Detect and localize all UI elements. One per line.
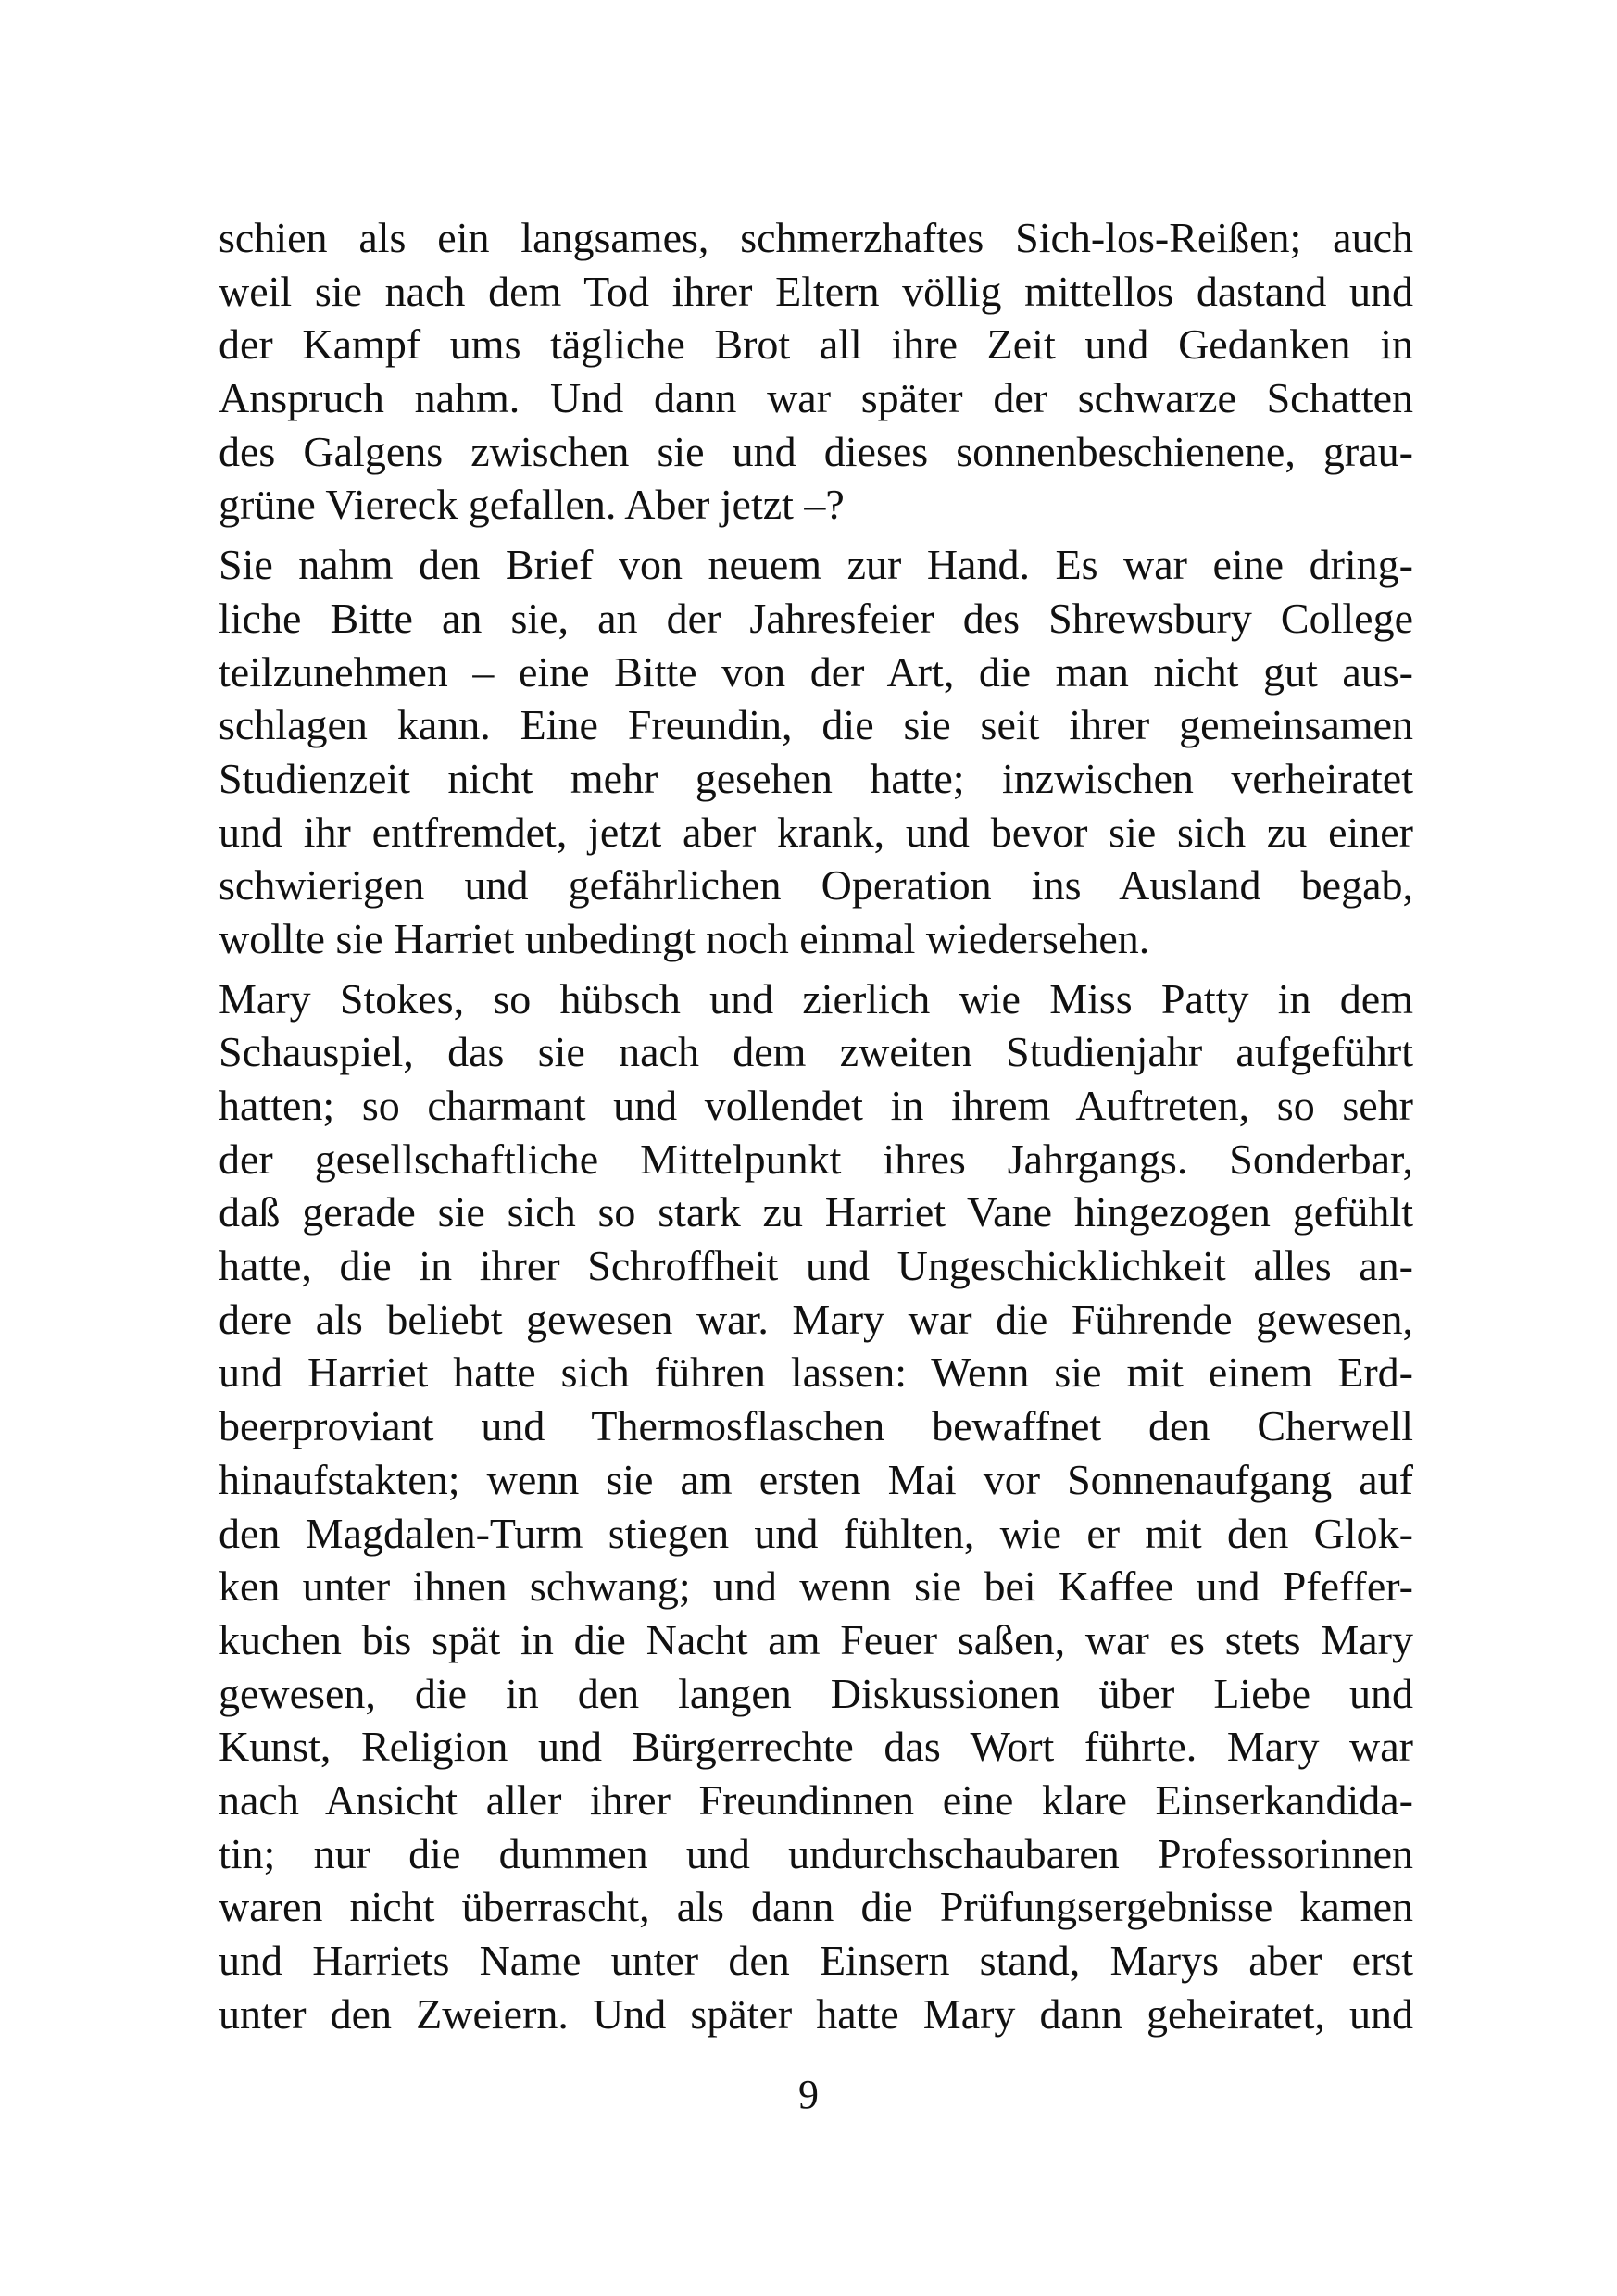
body-text <box>219 211 1413 2040</box>
text-line: der Kampf ums tägliche Brot all ihre Zeit und Gedanken in <box>219 320 1413 369</box>
text-line: und Harriets Name unter den Einsern stand, Marys aber erst <box>219 1937 1413 1984</box>
text-line: liche Bitte an sie, an der Jahresfeier des Shrewsbury College <box>219 594 1413 642</box>
text-line: beerproviant und Thermosflaschen bewaffnet den Cherwell <box>219 1402 1413 1450</box>
text-line: dere als beliebt gewesen war. Mary war die Führende gewesen, <box>219 1295 1413 1343</box>
paragraph-first-line: Sie nahm den Brief von neuem zur Hand. Es war eine dring- <box>219 541 1413 589</box>
text-line: kuchen bis spät in die Nacht am Feuer saßen, war es stets Mary <box>219 1615 1413 1663</box>
text-line: und Harriet hatte sich führen lassen: Wenn sie mit einem Erd- <box>219 1349 1413 1397</box>
text-line: hatte, die in ihrer Schroffheit und Ungeschicklichkeit alles an- <box>219 1242 1413 1290</box>
text-line: Anspruch nahm. Und dann war später der schwarze Schatten <box>219 374 1413 422</box>
text-line: daß gerade sie sich so stark zu Harriet Vane hingezogen gefühlt <box>219 1188 1413 1236</box>
text-line: wollte sie Harriet unbedingt noch einmal wiedersehen. <box>219 914 1150 962</box>
text-line: nach Ansicht aller ihrer Freundinnen eine klare Einserkandida- <box>219 1775 1413 1824</box>
text-line: teilzunehmen – eine Bitte von der Art, die man nicht gut aus- <box>219 647 1413 696</box>
text-line: und ihr entfremdet, jetzt aber krank, und bevor sie sich zu einer <box>219 808 1413 856</box>
text-line: Studienzeit nicht mehr gesehen hatte; inzwischen verheiratet <box>219 754 1413 802</box>
text-line: grüne Viereck gefallen. Aber jetzt –? <box>219 481 845 529</box>
text-line: unter den Zweiern. Und später hatte Mary dann geheiratet, und <box>219 1989 1413 2038</box>
text-line: Kunst, Religion und Bürgerrechte das Wort führte. Mary war <box>219 1723 1413 1771</box>
text-line: den Magdalen-Turm stiegen und fühlten, wie er mit den Glok- <box>219 1509 1413 1557</box>
text-line: schlagen kann. Eine Freundin, die sie seit ihrer gemeinsamen <box>219 701 1413 749</box>
text-line: Schauspiel, das sie nach dem zweiten Studienjahr aufgeführt <box>219 1028 1413 1076</box>
text-line: hinaufstakten; wenn sie am ersten Mai vor Sonnenaufgang auf <box>219 1455 1413 1503</box>
text-line: weil sie nach dem Tod ihrer Eltern völlig mittellos dastand und <box>219 267 1413 315</box>
text-line: ken unter ihnen schwang; und wenn sie bei Kaffee und Pfeffer- <box>219 1562 1413 1611</box>
text-line: der gesellschaftliche Mittelpunkt ihres Jahrgangs. Sonderbar, <box>219 1135 1413 1183</box>
text-line: waren nicht überrascht, als dann die Prüfungsergebnisse kamen <box>219 1883 1413 1931</box>
text-line: gewesen, die in den langen Diskussionen über Liebe und <box>219 1669 1413 1717</box>
text-line: schwierigen und gefährlichen Operation ins Ausland begab, <box>219 861 1413 910</box>
page-number: 9 <box>798 2072 819 2117</box>
text-line: schien als ein langsames, schmerzhaftes Sich-los-Reißen; auch <box>219 214 1413 261</box>
text-line: tin; nur die dummen und undurchschaubaren Professorinnen <box>219 1829 1413 1877</box>
text-line: hatten; so charmant und vollendet in ihrem Auftreten, so sehr <box>219 1082 1413 1129</box>
paragraph-first-line: Mary Stokes, so hübsch und zierlich wie Miss Patty in dem <box>219 974 1413 1023</box>
text-line: des Galgens zwischen sie und dieses sonnenbeschienene, grau- <box>219 427 1413 475</box>
